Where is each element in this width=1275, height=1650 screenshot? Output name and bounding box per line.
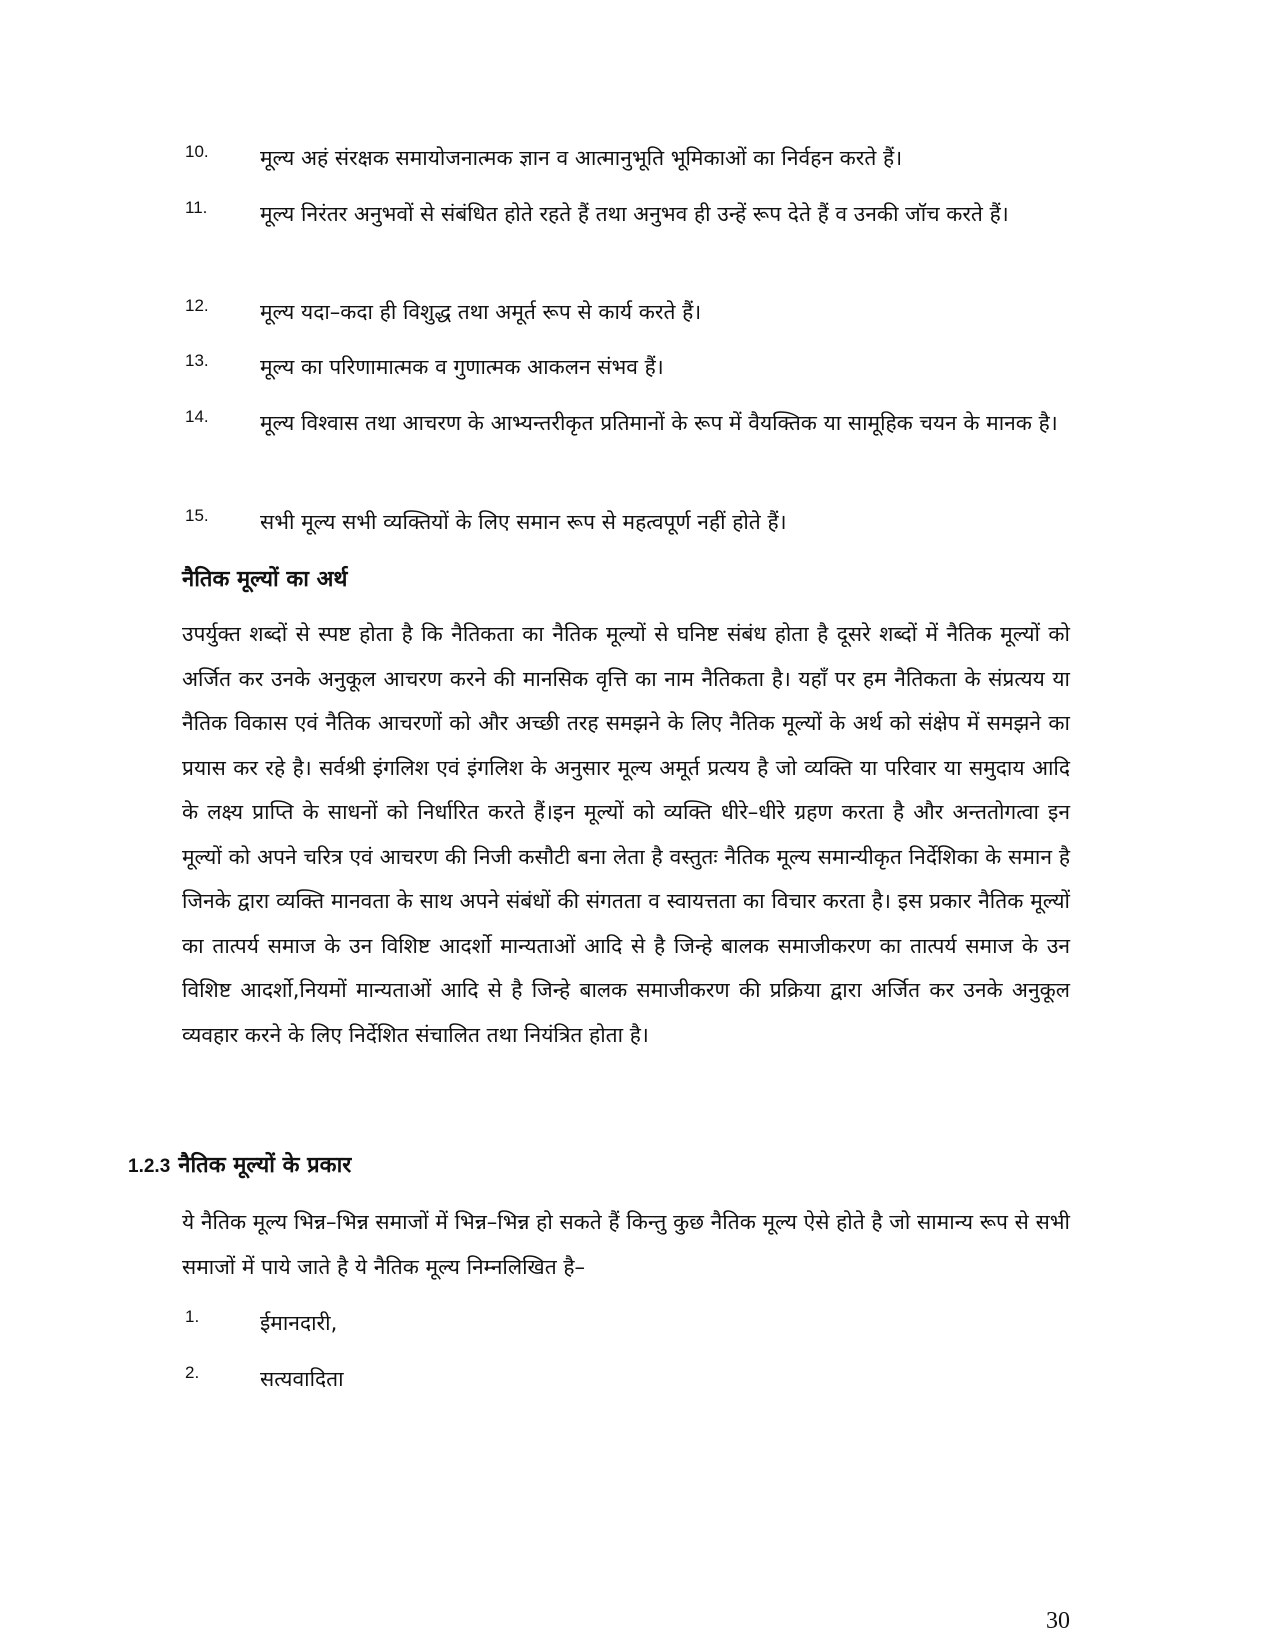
section-title: नैतिक मूल्यों के प्रकार bbox=[178, 1153, 352, 1178]
section-paragraph-types: ये नैतिक मूल्य भिन्न–भिन्न समाजों में भिन्न–भिन्न हो सकते हैं किन्तु कुछ नैतिक मूल्य ऐसे होते है जो सामान्य रूप से सभी समाजों में पाये जाते है ये नैतिक मूल्य निम्नलिखित है– bbox=[182, 1210, 1070, 1279]
list-item-number: 14. bbox=[185, 407, 209, 426]
list-item-text: सत्यवादिता bbox=[260, 1367, 344, 1391]
list-item-text: मूल्य अहं संरक्षक समायोजनात्मक ज्ञान व आत्मानुभूति भूमिकाओं का निर्वहन करते हैं। bbox=[260, 146, 903, 170]
list-item-number: 1. bbox=[185, 1307, 200, 1326]
list-item-text: मूल्य निरंतर अनुभवों से संबंधित होते रहते हैं तथा अनुभव ही उन्हें रूप देते हैं व उनकी जॉच करते हैं। bbox=[260, 202, 1009, 226]
list-item-number: 13. bbox=[185, 351, 209, 370]
list-item-text: सभी मूल्य सभी व्यक्तियों के लिए समान रूप से महत्वपूर्ण नहीं होते हैं। bbox=[260, 510, 787, 534]
list-item-number: 11. bbox=[185, 198, 208, 217]
list-item-number: 10. bbox=[185, 142, 209, 161]
list-item-text: मूल्य विश्वास तथा आचरण के आभ्यन्तरीकृत प्रतिमानों के रूप में वैयक्तिक या सामूहिक चयन के मानक है। bbox=[260, 411, 1058, 435]
list-item-text: ईमानदारी, bbox=[260, 1311, 338, 1335]
section-heading-types bbox=[128, 1146, 351, 1187]
list-item-number: 15. bbox=[185, 506, 209, 525]
list-item-text: मूल्य यदा–कदा ही विशुद्ध तथा अमूर्त रूप से कार्य करते हैं। bbox=[260, 300, 702, 324]
page-number: 30 bbox=[1046, 1608, 1070, 1634]
section-number: 1.2.3 bbox=[128, 1156, 171, 1177]
list-item-number: 2. bbox=[185, 1363, 200, 1382]
section-heading-meaning: नैतिक मूल्यों का अर्थ bbox=[182, 567, 348, 592]
list-item-text: मूल्य का परिणामात्मक व गुणात्मक आकलन संभव हैं। bbox=[260, 355, 664, 379]
list-item-number: 12. bbox=[185, 296, 209, 315]
section-paragraph-meaning: उपर्युक्त शब्दों से स्पष्ट होता है कि नैतिकता का नैतिक मूल्यों से घनिष्ट संबंध होता है दूसरे शब्दों में नैतिक मूल्यों को अर्जित कर उनके अनुकूल आचरण करने की मानसिक वृत्ति का नाम नैतिकता है। यहाँ पर हम नैतिकता के संप्रत्यय या नैतिक विकास एवं नैतिक आचरणों को और अच्छी तरह समझने के लिए नैतिक मूल्यों के अर्थ को संक्षेप में समझने का प्रयास कर रहे है। सर्वश्री इंगलिश एवं इंगलिश के अनुसार मूल्य अमूर्त प्रत्यय है जो व्यक्ति या परिवार या समुदाय आदि के लक्ष्य प्राप्ति के साधनों को निर्धारित करते हैं।इन मूल्यों को व्यक्ति धीरे–धीरे ग्रहण करता है और अन्ततोगत्वा इन मूल्यों को अपने चरित्र एवं आचरण की निजी कसौटी बना लेता है वस्तुतः नैतिक मूल्य समान्यीकृत निर्देशिका के समान है जिनके द्वारा व्यक्ति मानवता के साथ अपने संबंधों की संगतता व स्वायत्तता का विचार करता है। इस प्रकार नैतिक मूल्यों का तात्पर्य समाज के उन विशिष्ट आदर्शो मान्यताओं आदि से है जिन्हे बालक समाजीकरण का तात्पर्य समाज के उन विशिष्ट आदर्शो,नियमों मान्यताओं आदि से है जिन्हे बालक समाजीकरण की प्रक्रिया द्वारा अर्जित कर उनके अनुकूल व्यवहार करने के लिए निर्देशित संचालित तथा नियंत्रित होता है। bbox=[182, 622, 1070, 1047]
